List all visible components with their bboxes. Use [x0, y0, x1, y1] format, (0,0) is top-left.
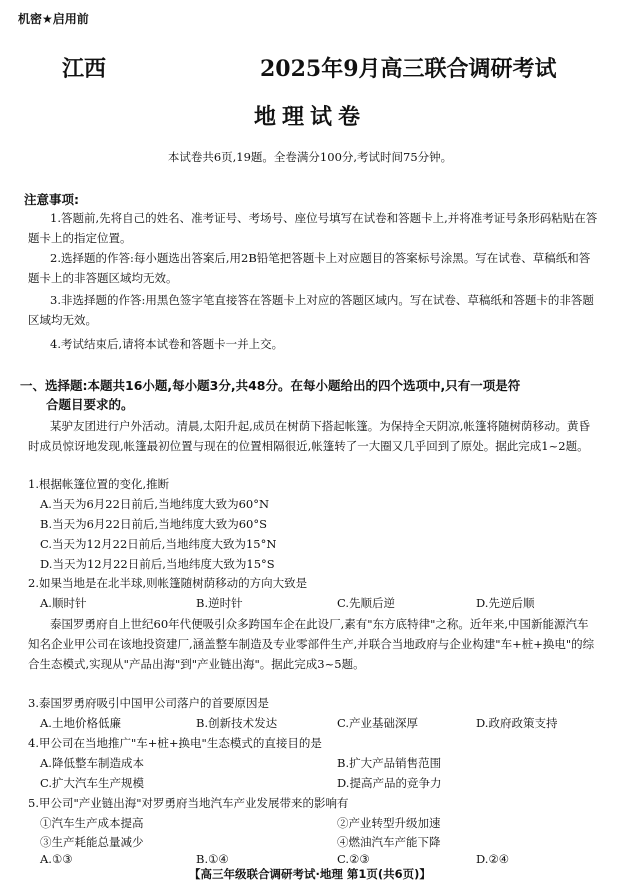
question-1-option-d: D.当天为12月22日前后,当地纬度大致为15°S	[40, 557, 275, 571]
question-5-statement-3: ③生产耗能总量减少	[40, 835, 144, 849]
question-3-option-b: B.创新技术发达	[196, 716, 278, 730]
question-2-option-a: A.顺时针	[40, 596, 87, 610]
question-2-stem: 2.如果当地是在北半球,则帐篷随树荫移动的方向大致是	[28, 576, 308, 590]
question-4-option-c: C.扩大汽车生产规模	[40, 776, 145, 790]
note-item-2: 2.选择题的作答:每小题选出答案后,用2B铅笔把答题卡上对应题目的答案标号涂黑。写在试卷、草稿纸和答题卡上的非答题区域均无效。	[28, 251, 591, 285]
passage-2: 泰国罗勇府自上世纪60年代便吸引众多跨国车企在此设厂,素有"东方底特律"之称。近年来,中国新能源汽车知名企业甲公司在该地投资建厂,涵盖整车制造及专业零部件生产,并联合当地政府与企业构建"车+桩+换电"的综合生态模式,实现从"产品出海"到"产业链出海"。据此完成3~5题。	[28, 617, 595, 671]
notes-heading: 注意事项:	[24, 192, 79, 207]
question-5-statement-4: ④燃油汽车产能下降	[337, 835, 441, 849]
region-label: 江西	[62, 56, 107, 82]
note-item-4: 4.考试结束后,请将本试卷和答题卡一并上交。	[50, 337, 284, 351]
question-3-option-a: A.土地价格低廉	[40, 716, 121, 730]
note-item-3: 3.非选择题的作答:用黑色签字笔直接答在答题卡上对应的答题区域内。写在试卷、草稿纸和答题卡的非答题区域均无效。	[28, 293, 594, 327]
question-5-statement-1: ①汽车生产成本提高	[40, 816, 144, 830]
question-2-option-c: C.先顺后逆	[337, 596, 396, 610]
question-4-option-b: B.扩大产品销售范围	[337, 756, 442, 770]
question-4-stem: 4.甲公司在当地推广"车+桩+换电"生态模式的直接目的是	[28, 736, 322, 750]
question-3-option-c: C.产业基础深厚	[337, 716, 419, 730]
confidential-label: 机密★启用前	[18, 12, 89, 26]
question-1-option-a: A.当天为6月22日前后,当地纬度大致为60°N	[40, 497, 270, 511]
question-2-option-d: D.先逆后顺	[476, 596, 535, 610]
question-5-option-c: C.②③	[337, 852, 370, 866]
question-5-statement-2: ②产业转型升级加速	[337, 816, 441, 830]
question-2-option-b: B.逆时针	[196, 596, 243, 610]
exam-title: 2025年9月高三联合调研考试	[260, 56, 557, 82]
subject-title: 地理试卷	[253, 104, 366, 130]
note-item-1: 1.答题前,先将自己的姓名、准考证号、考场号、座位号填写在试卷和答题卡上,并将准考证号条形码粘贴在答题卡上的指定位置。	[28, 211, 598, 245]
section-heading-line2: 合题目要求的。	[46, 397, 134, 412]
question-5-option-a: A.①③	[40, 852, 73, 866]
question-1-option-c: C.当天为12月22日前后,当地纬度大致为15°N	[40, 537, 277, 551]
section-heading-line1: 一、选择题:本题共16小题,每小题3分,共48分。在每小题给出的四个选项中,只有一项是符	[20, 378, 521, 393]
question-3-stem: 3.泰国罗勇府吸引中国甲公司落户的首要原因是	[28, 696, 269, 710]
page-footer: 【高三年级联合调研考试·地理 第1页(共6页)】	[189, 867, 431, 881]
question-4-option-d: D.提高产品的竞争力	[337, 776, 442, 790]
exam-info: 本试卷共6页,19题。全卷满分100分,考试时间75分钟。	[167, 150, 453, 164]
question-5-option-b: B.①④	[196, 852, 229, 866]
question-3-option-d: D.政府政策支持	[476, 716, 558, 730]
question-1-stem: 1.根据帐篷位置的变化,推断	[28, 477, 170, 491]
passage-1: 某驴友团进行户外活动。清晨,太阳升起,成员在树荫下搭起帐篷。为保持全天阴凉,帐篷将随树荫移动。黄昏时成员惊讶地发现,帐篷最初位置与现在的位置相隔很近,帐篷转了一大圈又几乎回到了原处。据此完成1~2题。	[28, 419, 590, 453]
section-heading	[20, 376, 605, 414]
question-5-option-d: D.②④	[476, 852, 510, 866]
question-1-option-b: B.当天为6月22日前后,当地纬度大致为60°S	[40, 517, 267, 531]
question-5-stem: 5.甲公司"产业链出海"对罗勇府当地汽车产业发展带来的影响有	[28, 796, 349, 810]
question-4-option-a: A.降低整车制造成本	[40, 756, 144, 770]
